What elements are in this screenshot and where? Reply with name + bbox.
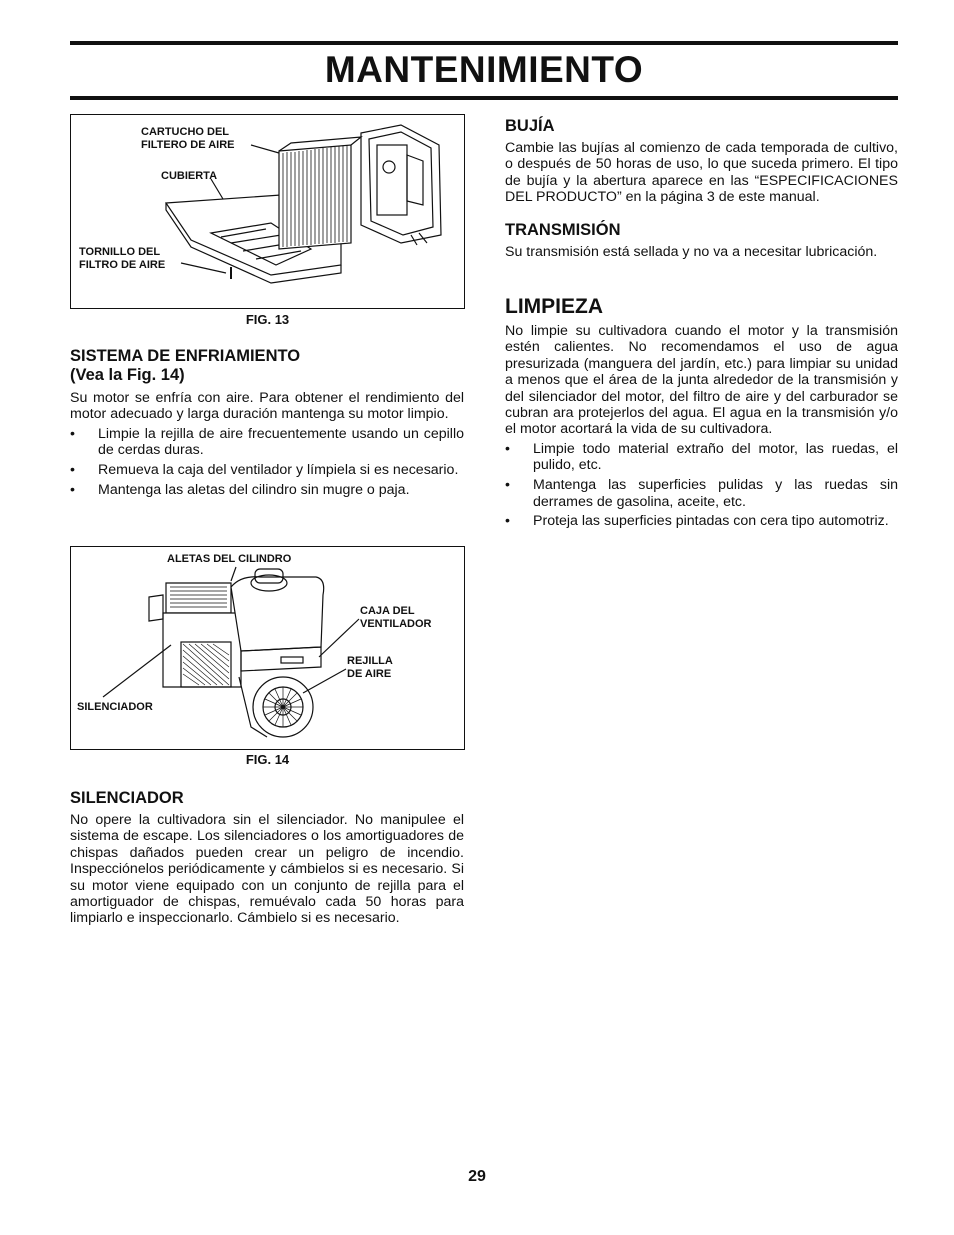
cleaning-bullet-list [505,441,898,530]
bullet-marker: • [70,462,75,479]
spark-plug-heading: BUJÍA [505,117,555,135]
cooling-bullet-list [70,426,464,499]
list-item-text: Limpie la rejilla de aire frecuentemente usando un cepillo de cerdas duras. [98,425,464,459]
bullet-marker: • [70,482,75,499]
muffler-section [70,789,464,927]
bullet-marker: • [70,425,75,442]
list-item [70,426,464,459]
label-cartucho-line2: FILTERO DE AIRE [141,139,235,151]
label-cartucho-line1: CARTUCHO DEL [141,126,229,138]
label-tornillo-line1: TORNILLO DEL [79,246,161,258]
cleaning-paragraph: No limpie su cultivadora cuando el motor y la transmisión estén calientes. No recomendamos el uso de agua presurizada (manguera del jardín, etc.) para limpiar su unidad a menos que el área de la junta alrededor de la transmisión y del silenciador del motor, del filtro de aire y del carburador se cubran ara protejerlos del agua. El agua en la transmisión y/o el motor acortará la vida de su cultivadora. [505,323,898,438]
label-aletas: ALETAS DEL CILINDRO [167,553,292,565]
list-item [70,462,464,478]
label-silenciador: SILENCIADOR [77,701,153,713]
figure-14-engine [70,546,465,750]
bullet-marker: • [505,477,510,494]
label-rejilla-line1: REJILLA [347,655,393,667]
page-title: MANTENIMIENTO [324,49,644,90]
label-caja-line2: VENTILADOR [360,618,432,630]
list-item-text: Proteja las superficies pintadas con cera tipo automotriz. [533,513,889,530]
list-item-text: Mantenga las aletas del cilindro sin mugre o paja. [98,482,410,499]
air-filter-illustration [71,115,465,309]
list-item-text: Mantenga las superficies pulidas y las ruedas sin derrames de gasolina, aceite, etc. [533,477,898,510]
list-item [505,441,898,474]
list-item [505,477,898,510]
cooling-section [70,347,464,502]
label-rejilla-line2: DE AIRE [347,668,392,680]
cooling-heading-line2: (Vea la Fig. 14) [70,366,185,384]
label-cubierta: CUBIERTA [161,170,218,182]
spark-plug-section [505,117,898,206]
figure-13-caption: FIG. 13 [245,312,290,327]
list-item [70,482,464,498]
bullet-marker: • [505,440,510,457]
cleaning-heading: LIMPIEZA [505,295,603,318]
figure-13-air-filter [70,114,465,309]
cooling-paragraph: Su motor se enfría con aire. Para obtener el rendimiento del motor adecuado y larga duración mantenga su motor limpio. [70,390,464,423]
label-tornillo-line2: FILTRO DE AIRE [79,259,166,271]
transmission-heading: TRANSMISIÓN [505,221,621,239]
transmission-section [505,221,898,260]
figure-14-caption: FIG. 14 [245,752,290,767]
cooling-heading-line1: SISTEMA DE ENFRIAMIENTO [70,347,301,365]
header-rule-bottom [70,96,898,100]
bullet-marker: • [505,513,510,530]
engine-illustration [71,547,465,750]
list-item-text: Limpie todo material extraño del motor, las ruedas, el pulido, etc. [533,440,898,474]
page-number: 29 [468,1168,486,1185]
label-caja-line1: CAJA DEL [360,605,415,617]
header-rule-top [70,41,898,45]
spark-plug-paragraph: Cambie las bujías al comienzo de cada temporada de cultivo, o después de 50 horas de uso, lo que suceda primero. El tipo de bujía y la abertura aparece en las “ESPECIFICACIONES DEL PRODUCTO” en la página 3 de este manual. [505,140,898,206]
list-item [505,513,898,529]
muffler-paragraph: No opere la cultivadora sin el silenciador. No manipulee el sistema de escape. Los silenciadores o los amortiguadores de chispas dañados pueden crear un peligro de incendio. Inspecciónelos periódicamente y cámbielos si es necesario. Si su motor viene equipado con un conjunto de rejilla para el amortiguador de chispas, remuévalo cada 50 horas para limpiarlo e inspeccionarlo. Cámbielo si es necesario. [70,812,464,927]
muffler-heading: SILENCIADOR [70,789,184,807]
cleaning-section [505,295,898,533]
transmission-paragraph: Su transmisión está sellada y no va a necesitar lubricación. [505,244,878,260]
list-item-text: Remueva la caja del ventilador y límpiela si es necesario. [98,462,459,479]
